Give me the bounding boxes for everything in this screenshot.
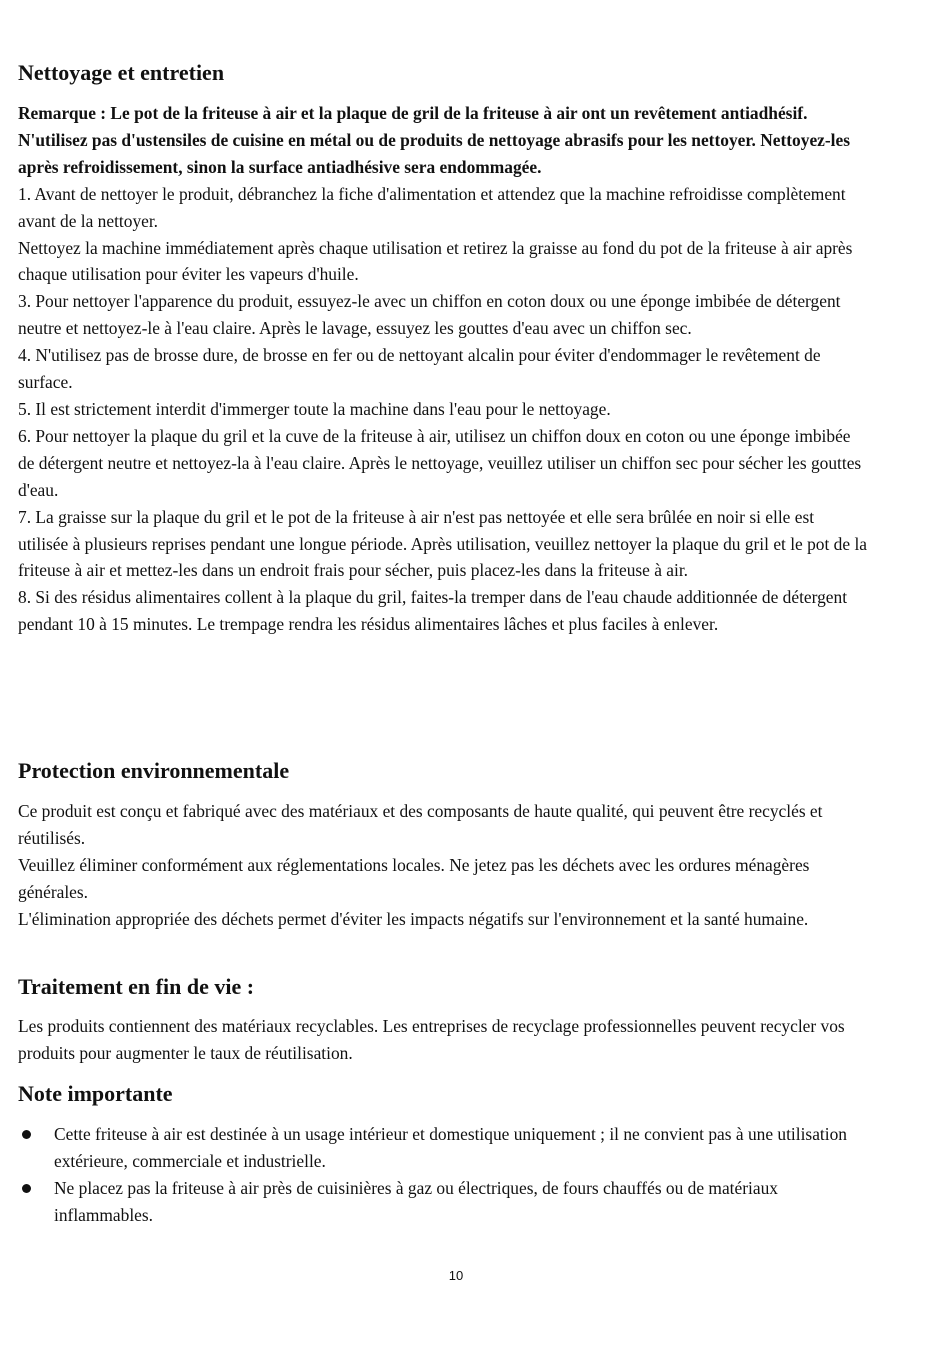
cleaning-section <box>18 100 868 638</box>
section-title-important-note: Note importante <box>18 1081 173 1106</box>
environment-paragraph: Veuillez éliminer conformément aux réglementations locales. Ne jetez pas les déchets avec les ordures ménagères générales. <box>18 854 810 902</box>
cleaning-item: 6. Pour nettoyer la plaque du gril et la cuve de la friteuse à air, utilisez un chiffon doux en coton ou une éponge imbibée de détergent neutre et nettoyez-la à l'eau claire. Après le nettoyage, veuillez utiliser un chiffon sec pour sécher les gouttes d'eau. <box>18 425 862 500</box>
cleaning-item: 7. La graisse sur la plaque du gril et le pot de la friteuse à air n'est pas nettoyée et elle sera brûlée en noir si elle est utilisée à plusieurs reprises pendant une longue période. Après utilisation, veuillez nettoyer la plaque du gril et le pot de la friteuse à air et mettez-les dans un endroit frais pour sécher, puis placez-les dans la friteuse à air. <box>18 506 867 581</box>
cleaning-item: 8. Si des résidus alimentaires collent à la plaque du gril, faites-la tremper dans de l'eau chaude additionnée de détergent pendant 10 à 15 minutes. Le trempage rendra les résidus alimentaires lâches et plus faciles à enlever. <box>18 587 848 635</box>
important-note-section <box>18 1121 868 1229</box>
bullet-icon <box>22 1130 31 1139</box>
environment-paragraph: Ce produit est conçu et fabriqué avec des matériaux et des composants de haute qualité, qui peuvent être recyclés et réutilisés. <box>18 801 823 848</box>
list-item <box>18 1175 868 1229</box>
section-title-cleaning: Nettoyage et entretien <box>18 60 225 85</box>
cleaning-item: Nettoyez la machine immédiatement après chaque utilisation et retirez la graisse au fond du pot de la friteuse à air après chaque utilisation pour éviter les vapeurs d'huile. <box>18 237 853 285</box>
section-title-end-of-life: Traitement en fin de vie : <box>18 974 255 999</box>
section-title-environment: Protection environnementale <box>18 758 290 783</box>
page-number: 10 <box>448 1268 464 1283</box>
cleaning-item: 5. Il est strictement interdit d'immerger toute la machine dans l'eau pour le nettoyage. <box>18 398 611 419</box>
list-item-text: Ne placez pas la friteuse à air près de cuisinières à gaz ou électriques, de fours chauffés ou de matériaux inflammables. <box>54 1177 778 1225</box>
list-item <box>18 1121 868 1175</box>
environment-section <box>18 798 868 933</box>
list-item-text: Cette friteuse à air est destinée à un usage intérieur et domestique uniquement ; il ne convient pas à une utilisation extérieure, commerciale et industrielle. <box>54 1124 847 1171</box>
cleaning-remark: Remarque : Le pot de la friteuse à air et la plaque de gril de la friteuse à air ont un revêtement antiadhésif. N'utilisez pas d'ustensiles de cuisine en métal ou de produits de nettoyage abrasifs pour les nettoyer. Nettoyez-les après refroidissement, sinon la surface antiadhésive sera endommagée. <box>18 103 850 177</box>
important-note-list <box>18 1121 868 1229</box>
environment-paragraph: L'élimination appropriée des déchets permet d'éviter les impacts négatifs sur l'environnement et la santé humaine. <box>18 908 809 929</box>
cleaning-item: 3. Pour nettoyer l'apparence du produit, essuyez-le avec un chiffon en coton doux ou une éponge imbibée de détergent neutre et nettoyez-le à l'eau claire. Après le lavage, essuyez les gouttes d'eau avec un chiffon sec. <box>18 291 841 339</box>
cleaning-item: 4. N'utilisez pas de brosse dure, de brosse en fer ou de nettoyant alcalin pour éviter d'endommager le revêtement de surface. <box>18 345 821 393</box>
end-of-life-paragraph: Les produits contiennent des matériaux recyclables. Les entreprises de recyclage professionnelles peuvent recycler vos produits pour augmenter le taux de réutilisation. <box>18 1016 845 1063</box>
bullet-icon <box>22 1184 31 1193</box>
end-of-life-section <box>18 1013 868 1067</box>
cleaning-item: 1. Avant de nettoyer le produit, débranchez la fiche d'alimentation et attendez que la machine refroidisse complètement avant de la nettoyer. <box>18 183 846 231</box>
